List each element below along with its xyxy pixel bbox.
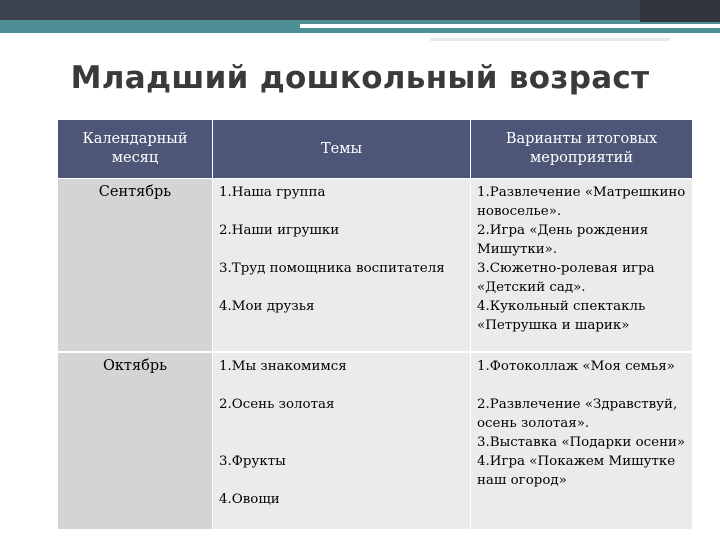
table-header-row [58,120,693,179]
events-cell [471,179,693,352]
header-month: Календарный месяц [58,120,213,179]
event-item: 1.Фотоколлаж «Моя семья» [477,358,675,374]
events-cell [471,352,693,530]
topic-item: 2.Осень золотая [219,396,335,412]
schedule-table [57,119,693,530]
event-item: 3.Сюжетно-ролевая игра «Детский сад». [477,261,655,295]
header-decoration-bar [0,0,720,20]
event-item: 4.Кукольный спектакль «Петрушка и шарик» [477,299,646,333]
event-item: 2.Развлечение «Здравствуй, осень золотая». [477,396,678,431]
topics-cell [213,352,471,530]
topic-item: 4.Мои друзья [219,299,315,314]
event-item: 1.Развлечение «Матрешкино новоселье». [477,185,686,219]
topics-cell [213,179,471,352]
header-topics: Темы [213,120,471,179]
topic-item: 1.Мы знакомимся [219,358,347,374]
table-row [58,179,693,352]
topic-item: 3.Фрукты [219,453,286,469]
topic-item: 4.Овощи [219,491,280,507]
table-row [58,352,693,530]
header-decoration-line [300,24,720,28]
topic-item: 1.Наша группа [219,185,326,200]
month-cell: Октябрь [58,352,213,530]
event-item: 3.Выставка «Подарки осени» [477,434,686,450]
slide-title: Младший дошкольный возраст [70,60,650,96]
topic-item: 2.Наши игрушки [219,223,340,238]
event-item: 2.Игра «День рождения Мишутки». [477,223,649,257]
event-item: 4.Игра «Покажем Мишутке наш огород» [477,453,676,488]
header-decoration-block [640,0,720,22]
month-cell: Сентябрь [58,179,213,352]
topic-item: 3.Труд помощника воспитателя [219,261,445,276]
header-events: Варианты итоговых мероприятий [471,120,693,179]
header-decoration-line [430,38,670,41]
